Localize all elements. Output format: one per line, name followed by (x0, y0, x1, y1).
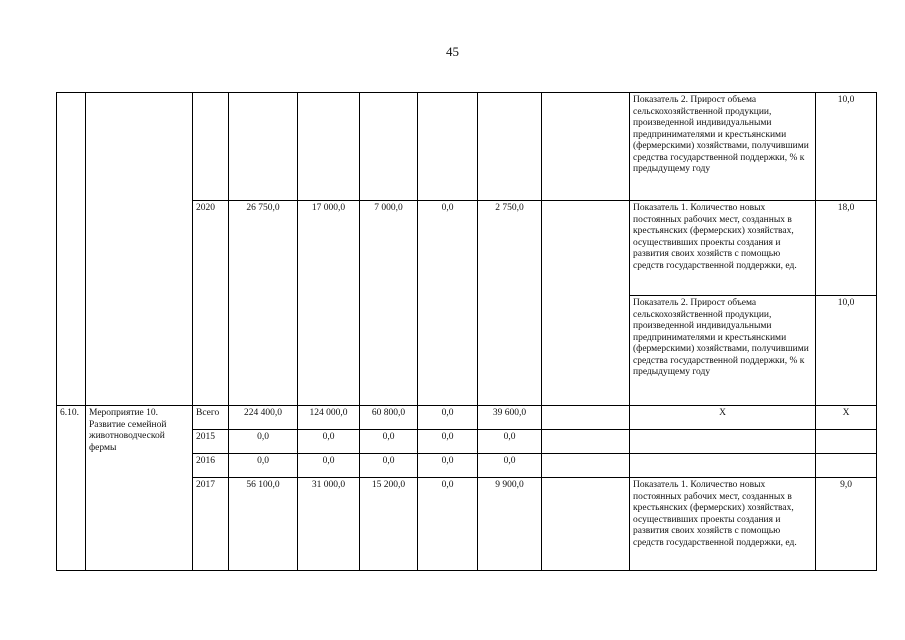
empty-cell (542, 93, 630, 201)
total-cell: 0,0 (229, 454, 298, 478)
amount-cell: 15 200,0 (360, 478, 418, 571)
indicator-value: 10,0 (816, 93, 877, 201)
year-cell: 2016 (193, 454, 229, 478)
amount-cell: 0,0 (478, 430, 542, 454)
indicator-value (816, 454, 877, 478)
page-number: 45 (446, 44, 459, 59)
total-cell (229, 93, 298, 201)
name-cell (86, 93, 193, 406)
amount-cell: 0,0 (360, 454, 418, 478)
total-cell: 0,0 (229, 430, 298, 454)
indicator-value: 10,0 (816, 296, 877, 406)
amount-cell: 0,0 (418, 478, 478, 571)
amount-cell: 60 800,0 (360, 406, 418, 430)
empty-cell (542, 201, 630, 406)
indicator-cell: Показатель 2. Прирост объема сельскохозяйственной продукции, произведенной индивидуальными предпринимателями и крестьянскими (фермерскими) хозяйствами, получившими средства государственной поддержки, % к предыдущему году (630, 296, 816, 406)
program-table (56, 92, 877, 571)
indicator-cell (630, 430, 816, 454)
amount-cell: 0,0 (418, 406, 478, 430)
total-cell: 56 100,0 (229, 478, 298, 571)
total-cell: 26 750,0 (229, 201, 298, 406)
amount-cell: 0,0 (478, 454, 542, 478)
indicator-cell: Показатель 2. Прирост объема сельскохозяйственной продукции, произведенной индивидуальными предпринимателями и крестьянскими (фермерскими) хозяйствами, получившими средства государственной поддержки, % к предыдущему году (630, 93, 816, 201)
indicator-cell: Показатель 1. Количество новых постоянных рабочих мест, созданных в крестьянских (фермерских) хозяйствах, осуществивших проекты создания и развития своих хозяйств с помощью средств государственной поддержки, ед. (630, 201, 816, 296)
indicator-value (816, 430, 877, 454)
empty-cell (542, 406, 630, 430)
amount-cell (298, 93, 360, 201)
amount-cell (418, 93, 478, 201)
total-cell: 224 400,0 (229, 406, 298, 430)
indicator-cell (630, 454, 816, 478)
amount-cell: 9 900,0 (478, 478, 542, 571)
year-cell: Всего (193, 406, 229, 430)
indicator-value: 18,0 (816, 201, 877, 296)
amount-cell: 39 600,0 (478, 406, 542, 430)
amount-cell: 0,0 (418, 430, 478, 454)
code-cell: 6.10. (57, 406, 86, 571)
year-cell: 2017 (193, 478, 229, 571)
amount-cell: 0,0 (298, 430, 360, 454)
amount-cell: 7 000,0 (360, 201, 418, 406)
year-cell: 2020 (193, 201, 229, 406)
indicator-value: 9,0 (816, 478, 877, 571)
amount-cell: 31 000,0 (298, 478, 360, 571)
year-cell: 2015 (193, 430, 229, 454)
indicator-cell: Показатель 1. Количество новых постоянных рабочих мест, созданных в крестьянских (фермерских) хозяйствах, осуществивших проекты создания и развития своих хозяйств с помощью средств государственной поддержки, ед. (630, 478, 816, 571)
empty-cell (542, 478, 630, 571)
year-cell (193, 93, 229, 201)
amount-cell: 17 000,0 (298, 201, 360, 406)
amount-cell (360, 93, 418, 201)
amount-cell: 0,0 (298, 454, 360, 478)
indicator-cell: X (630, 406, 816, 430)
empty-cell (542, 454, 630, 478)
name-cell: Мероприятие 10. Развитие семейной животноводческой фермы (86, 406, 193, 571)
table-row (57, 406, 877, 430)
amount-cell: 0,0 (418, 201, 478, 406)
amount-cell: 0,0 (360, 430, 418, 454)
amount-cell: 2 750,0 (478, 201, 542, 406)
amount-cell (478, 93, 542, 201)
amount-cell: 0,0 (418, 454, 478, 478)
amount-cell: 124 000,0 (298, 406, 360, 430)
table-row (57, 93, 877, 201)
empty-cell (542, 430, 630, 454)
code-cell (57, 93, 86, 406)
indicator-value: X (816, 406, 877, 430)
